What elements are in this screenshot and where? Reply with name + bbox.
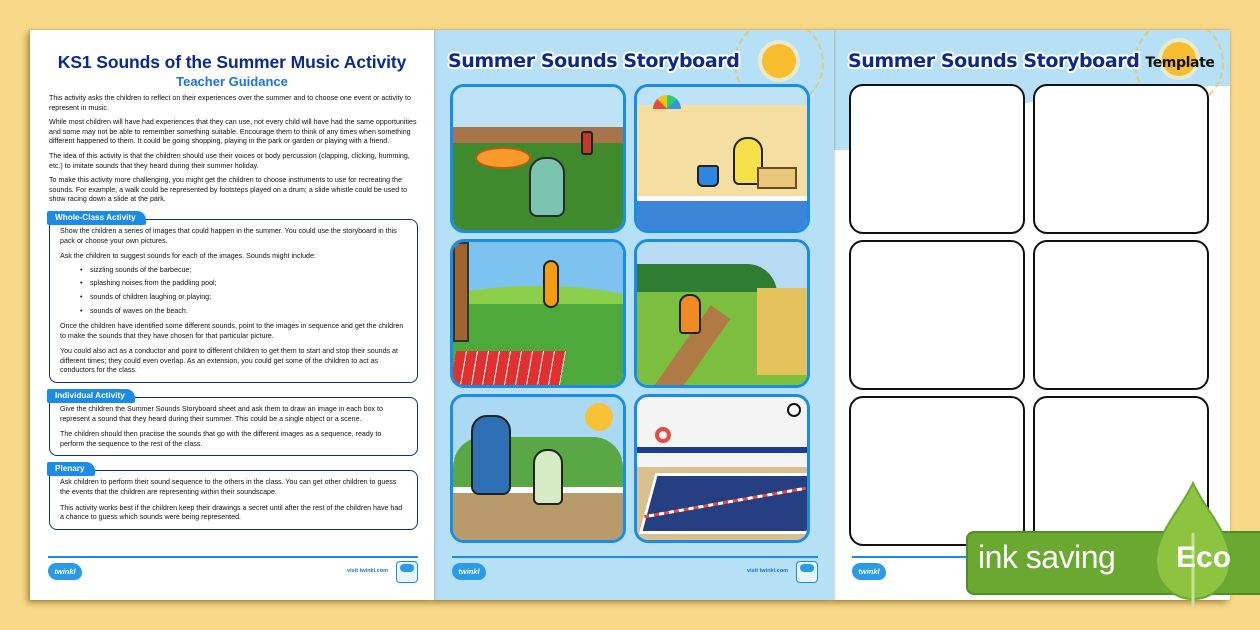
life-ring-icon bbox=[655, 427, 671, 443]
section-paragraph: The children should then practise the sounds that go with the different images as a sequence, ready to perform the sequence to the rest of the class. bbox=[60, 430, 382, 448]
beach-scene bbox=[637, 87, 807, 230]
template-title bbox=[848, 50, 1214, 72]
bucket-icon bbox=[697, 165, 719, 187]
guidance-title: KS1 Sounds of the Summer Music Activity bbox=[57, 52, 407, 72]
intro-text bbox=[30, 94, 434, 205]
tree-icon bbox=[453, 242, 469, 342]
twinkl-logo: twinkl bbox=[452, 563, 486, 580]
sun-icon bbox=[585, 403, 613, 431]
intro-paragraph: This activity asks the children to reflect on their experiences over the summer and to choose one event or activity to represent in music. bbox=[49, 94, 411, 112]
section-paragraph: Ask children to perform their sound sequence to the others in the class. You can get other children to guess the events that the children are representing within their soundscape. bbox=[60, 478, 397, 497]
storyboard-title: Summer Sounds Storyboard bbox=[448, 50, 740, 72]
quality-badge-icon bbox=[796, 561, 818, 583]
gardener-figure bbox=[529, 157, 565, 217]
whole-class-section bbox=[49, 212, 418, 383]
cyclist-figure bbox=[679, 294, 701, 334]
section-paragraph: Once the children have identified some different sounds, point to the images in sequence and get the children to make the sounds that they have chosen for that particular picture. bbox=[60, 322, 404, 340]
quality-badge-icon bbox=[396, 561, 418, 583]
swimming-pool-scene bbox=[637, 397, 807, 540]
sounds-list-item: • sounds of waves on the beach. bbox=[80, 307, 407, 317]
section-paragraph: This activity works best if the children keep their drawings a secret until after the rest of the children have had a chance to guess which sounds were being represented. bbox=[60, 503, 403, 522]
sounds-list bbox=[80, 266, 407, 316]
intro-paragraph: To make this activity more challenging, you might get the children to choose instruments to use for recreating the sounds. For example, a walk could be represented by footsteps played on a drum; a slide whistle could be used to show racing down a slide at the park. bbox=[49, 176, 408, 204]
sounds-list-item: • sizzling sounds of the barbecue; bbox=[80, 266, 407, 276]
individual-section bbox=[49, 391, 418, 456]
guidance-subtitle: Teacher Guidance bbox=[176, 74, 288, 89]
bike-scene bbox=[637, 242, 807, 385]
section-paragraph: Give the children the Summer Sounds Storyboard sheet and ask them to draw an image in each box to represent a sound that they heard during their summer. This could be a single object or a scene. bbox=[60, 405, 383, 423]
page-footer bbox=[48, 556, 418, 588]
blank-box bbox=[849, 240, 1025, 390]
template-title-suffix: Template bbox=[1145, 55, 1215, 71]
visit-link[interactable]: visit twinkl.com bbox=[347, 568, 388, 574]
child-figure bbox=[543, 260, 559, 308]
individual-heading: Individual Activity bbox=[47, 389, 135, 403]
panel-swimming bbox=[634, 394, 810, 543]
sounds-list-item: • splashing noises from the paddling pool; bbox=[80, 279, 407, 289]
adult-figure bbox=[471, 415, 511, 495]
blank-box bbox=[1033, 84, 1209, 234]
picnic-scene bbox=[453, 242, 623, 385]
gardening-scene bbox=[453, 397, 623, 540]
plenary-heading: Plenary bbox=[47, 462, 95, 476]
sandcastle-icon bbox=[757, 167, 797, 189]
panel-garden bbox=[450, 84, 626, 233]
intro-paragraph: The idea of this activity is that the children should use their voices or body percussion (clapping, clicking, humming, etc.) to imitate sounds that they heard during their summer holiday. bbox=[49, 151, 410, 170]
storyboard-page bbox=[434, 30, 834, 600]
section-paragraph: You could also act as a conductor and point to different children to get them to start and stop their sounds at different times; they could even overlap. As an extension, you could get some of the children to act as conductors for the class. bbox=[60, 347, 398, 375]
storyboard-grid bbox=[450, 84, 810, 543]
blank-box bbox=[849, 84, 1025, 234]
blank-box bbox=[849, 396, 1025, 546]
template-title-main: Summer Sounds Storyboard bbox=[848, 50, 1140, 72]
child-figure bbox=[533, 449, 563, 505]
section-paragraph: Ask the children to suggest sounds for each of the images. Sounds might include: bbox=[60, 252, 316, 261]
sounds-list-item: • sounds of children laughing or playing; bbox=[80, 293, 407, 303]
panel-beach bbox=[634, 84, 810, 233]
blank-box bbox=[1033, 240, 1209, 390]
twinkl-logo: twinkl bbox=[852, 563, 886, 580]
panel-gardening bbox=[450, 394, 626, 543]
ink-saving-text: ink saving bbox=[978, 539, 1116, 575]
blank-box-grid bbox=[849, 84, 1209, 546]
clock-icon bbox=[787, 403, 801, 417]
whole-class-heading: Whole-Class Activity bbox=[47, 211, 146, 225]
panel-bike bbox=[634, 239, 810, 388]
page-footer bbox=[452, 556, 818, 588]
twinkl-logo: twinkl bbox=[48, 563, 82, 580]
eco-label: Eco bbox=[1176, 541, 1232, 574]
section-paragraph: Show the children a series of images that could happen in the summer. You could use the storyboard in this pack or choose your own pictures. bbox=[60, 226, 397, 245]
plenary-section bbox=[49, 464, 418, 529]
guidance-page bbox=[30, 30, 434, 600]
panel-picnic bbox=[450, 239, 626, 388]
visit-link[interactable]: visit twinkl.com bbox=[747, 568, 788, 574]
ink-saving-eco-badge bbox=[966, 531, 1260, 595]
sun-icon bbox=[762, 44, 796, 78]
paddling-pool-icon bbox=[475, 147, 531, 169]
barbecue-icon bbox=[581, 131, 593, 155]
picnic-blanket-icon bbox=[450, 351, 566, 385]
garden-scene bbox=[453, 87, 623, 230]
intro-paragraph: While most children will have had experiences that they can use, not every child will have had the same opportunities and some may not be able to remember something suitable. Encourage them to think of any times when something different happened to them. It could be going shopping, playing in the park or garden or playing with a friend. bbox=[49, 118, 417, 146]
